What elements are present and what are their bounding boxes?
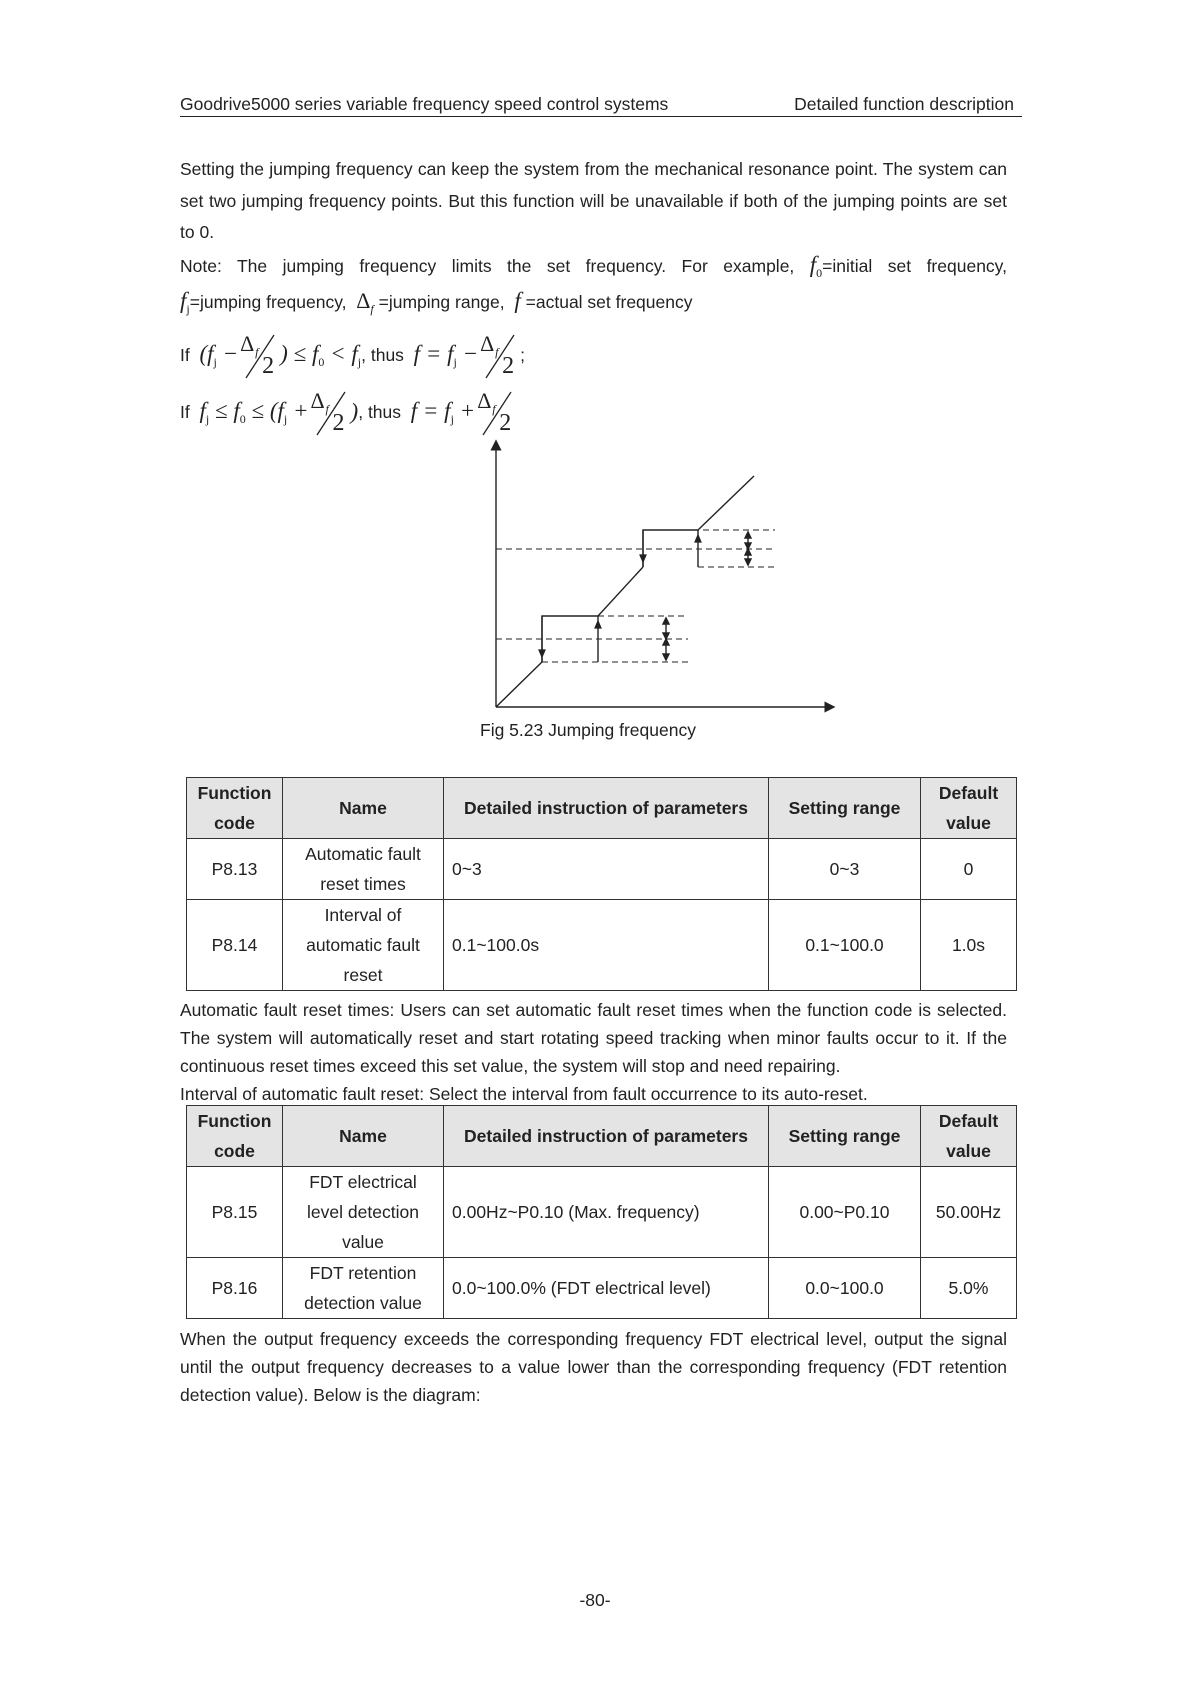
- formula-thus-word: thus: [367, 401, 402, 422]
- header-function-code: Function code: [187, 1106, 283, 1167]
- header-default-value: Default value: [921, 1106, 1017, 1167]
- symbol-f: f: [514, 288, 521, 313]
- symbol-f0: $f_0$: [809, 252, 823, 280]
- cell-setting-range: 0.1~100.0: [769, 900, 921, 991]
- table-row: [187, 839, 1017, 900]
- note-f0-label: =initial set frequency,: [822, 256, 1007, 276]
- cell-name: Interval of automatic fault reset: [283, 900, 444, 991]
- header-name: Name: [283, 1106, 444, 1167]
- cell-setting-range: 0.0~100.0: [769, 1258, 921, 1319]
- note-line-2: [180, 288, 692, 317]
- cell-setting-range: 0.00~P0.10: [769, 1167, 921, 1258]
- cell-instruction: 0.0~100.0% (FDT electrical level): [444, 1258, 769, 1319]
- table-row: [187, 900, 1017, 991]
- cell-instruction: 0~3: [444, 839, 769, 900]
- table-row: [187, 1167, 1017, 1258]
- header-name: Name: [283, 778, 444, 839]
- cell-function-code: P8.13: [187, 839, 283, 900]
- cell-name: Automatic fault reset times: [283, 839, 444, 900]
- header-setting-range: Setting range: [769, 1106, 921, 1167]
- formula-if-word: If: [180, 344, 190, 365]
- formula-if-word: If: [180, 401, 190, 422]
- cell-function-code: P8.14: [187, 900, 283, 991]
- table-header-row: [187, 778, 1017, 839]
- figure-caption: Fig 5.23 Jumping frequency: [480, 720, 696, 740]
- parameter-table-1: [186, 777, 1017, 991]
- reset-interval-paragraph: Interval of automatic fault reset: Select the interval from fault occurrence to its auto-reset.: [180, 1084, 868, 1104]
- fdt-paragraph: When the output frequency exceeds the corresponding frequency FDT electrical level, output the signal until the output frequency decreases to a value lower than the corresponding frequency (FDT retention detection value). Below is the diagram:: [180, 1329, 1007, 1405]
- formula-1: If ($f_j$ − Δ f 2 ) ≤ $f_0 < f_j$ , thus $f = f_j$ − Δ f 2 ;: [180, 331, 525, 379]
- cell-default-value: 0: [921, 839, 1017, 900]
- note-f-label: =actual set frequency: [525, 292, 693, 312]
- cell-setting-range: 0~3: [769, 839, 921, 900]
- fraction-delta-half: Δ f 2: [240, 331, 275, 379]
- fraction-delta-half: Δ f 2: [310, 388, 345, 436]
- parameter-table-2: [186, 1105, 1017, 1319]
- note-line-1: [180, 252, 1007, 281]
- header-section: Detailed function description: [794, 94, 1014, 114]
- header-default-value: Default value: [921, 778, 1017, 839]
- header-detailed-instruction: Detailed instruction of parameters: [444, 778, 769, 839]
- note-fj-label: =jumping frequency,: [189, 292, 347, 312]
- note-prefix: Note: The jumping frequency limits the set frequency. For example,: [180, 256, 795, 276]
- page-number: -80-: [579, 1590, 611, 1610]
- cell-instruction: 0.00Hz~P0.10 (Max. frequency): [444, 1167, 769, 1258]
- header-title: Goodrive5000 series variable frequency speed control systems: [180, 94, 669, 114]
- cell-function-code: P8.15: [187, 1167, 283, 1258]
- fraction-delta-half: Δ f 2: [480, 331, 515, 379]
- fraction-delta-half: Δ f 2: [477, 388, 512, 436]
- cell-instruction: 0.1~100.0s: [444, 900, 769, 991]
- symbol-delta-f: $\Delta_f$: [356, 288, 374, 316]
- formula-end-semicolon: ;: [520, 344, 525, 365]
- note-delta-label: =jumping range,: [378, 292, 505, 312]
- page-header: [180, 92, 1022, 117]
- formula-2: If $f_j \le f_0 \le (f_j$ + Δ f 2 ) , thus $f = f_j$ + Δ f 2: [180, 387, 517, 437]
- jumping-frequency-diagram: [470, 435, 850, 720]
- formula-thus-word: thus: [370, 344, 404, 365]
- cell-name: FDT retention detection value: [283, 1258, 444, 1319]
- header-function-code: Function code: [187, 778, 283, 839]
- cell-name: FDT electrical level detection value: [283, 1167, 444, 1258]
- reset-times-paragraph: Automatic fault reset times: Users can set automatic fault reset times when the function code is selected. The system will automatically reset and start rotating speed tracking when minor faults occur to it. If the continuous reset times exceed this set value, the system will stop and need repairing.: [180, 1000, 1007, 1076]
- header-setting-range: Setting range: [769, 778, 921, 839]
- cell-default-value: 1.0s: [921, 900, 1017, 991]
- symbol-fj: $f_j$: [180, 288, 190, 316]
- cell-default-value: 5.0%: [921, 1258, 1017, 1319]
- output-curve: [496, 476, 754, 707]
- table-row: [187, 1258, 1017, 1319]
- intro-paragraph: Setting the jumping frequency can keep the system from the mechanical resonance point. The system can set two jumping frequency points. But this function will be unavailable if both of the jumping points are set to 0.: [180, 159, 1007, 242]
- cell-function-code: P8.16: [187, 1258, 283, 1319]
- header-detailed-instruction: Detailed instruction of parameters: [444, 1106, 769, 1167]
- cell-default-value: 50.00Hz: [921, 1167, 1017, 1258]
- table-header-row: [187, 1106, 1017, 1167]
